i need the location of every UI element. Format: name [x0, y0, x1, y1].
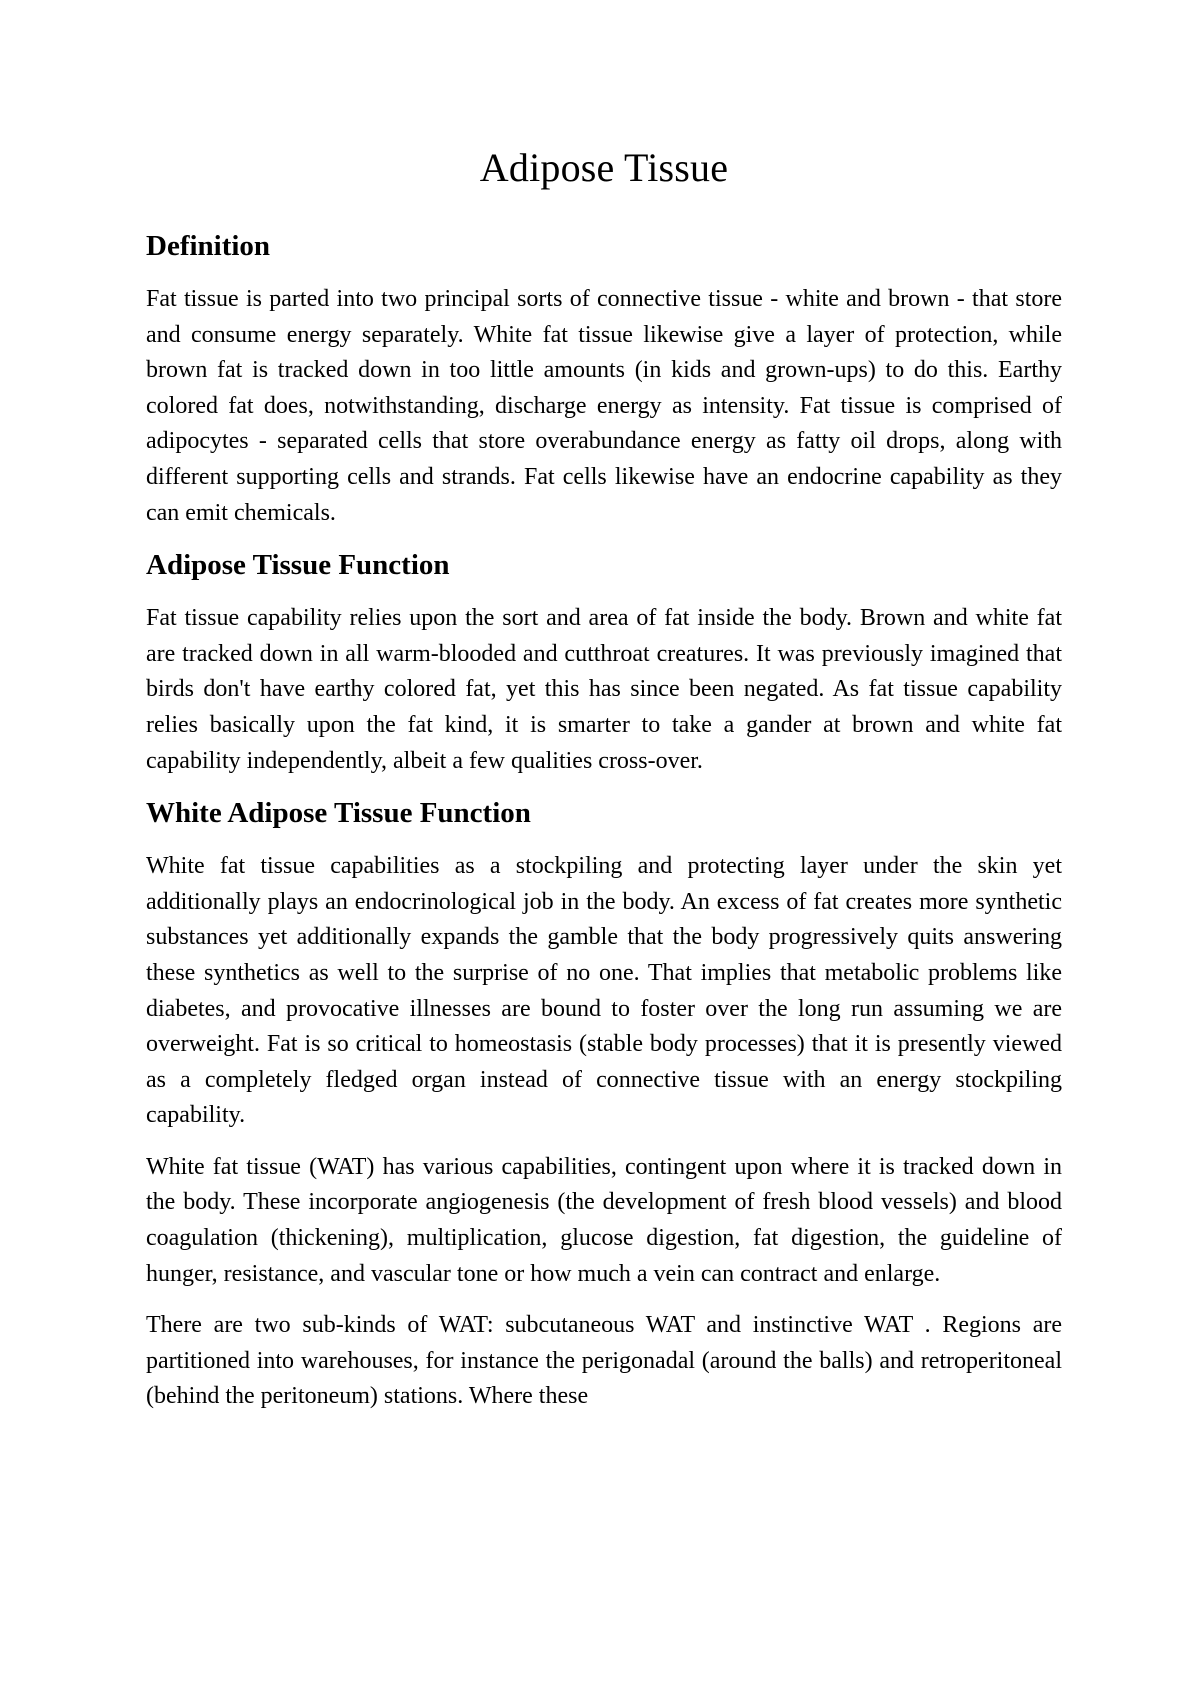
- section-definition: [146, 228, 1062, 531]
- section-white-adipose-tissue-function: [146, 795, 1062, 1415]
- section-adipose-tissue-function: [146, 547, 1062, 779]
- document-page: [146, 140, 1062, 1431]
- section-heading: White Adipose Tissue Function: [146, 797, 531, 830]
- paragraph: Fat tissue is parted into two principal sorts of connective tissue - white and brown - that store and consume energy separately. White fat tissue likewise give a layer of protection, while brown fat is tracked down in too little amounts (in kids and grown-ups) to do this. Earthy colored fat does, notwithstanding, discharge energy as intensity. Fat tissue is comprised of adipocytes - separated cells that store overabundance energy as fatty oil drops, along with different supporting cells and strands. Fat cells likewise have an endocrine capability as they can emit chemicals.: [146, 286, 1062, 526]
- paragraph: Fat tissue capability relies upon the sort and area of fat inside the body. Brown and white fat are tracked down in all warm-blooded and cutthroat creatures. It was previously imagined that birds don't have earthy colored fat, yet this has since been negated. As fat tissue capability relies basically upon the fat kind, it is smarter to take a gander at brown and white fat capability independently, albeit a few qualities cross-over.: [146, 605, 1062, 774]
- paragraph: White fat tissue (WAT) has various capabilities, contingent upon where it is tracked down in the body. These incorporate angiogenesis (the development of fresh blood vessels) and blood coagulation (thickening), multiplication, glucose digestion, fat digestion, the guideline of hunger, resistance, and vascular tone or how much a vein can contract and enlarge.: [146, 1153, 1062, 1287]
- paragraph: There are two sub-kinds of WAT: subcutaneous WAT and instinctive WAT . Regions are partitioned into warehouses, for instance the perigonadal (around the balls) and retroperitoneal (behind the peritoneum) stations. Where these: [146, 1312, 1062, 1410]
- section-heading: Adipose Tissue Function: [146, 549, 450, 582]
- section-heading: Definition: [146, 230, 271, 262]
- paragraph: White fat tissue capabilities as a stockpiling and protecting layer under the skin yet additionally plays an endocrinological job in the body. An excess of fat creates more synthetic substances yet additionally expands the gamble that the body progressively quits answering these synthetics as well to the surprise of no one. That implies that metabolic problems like diabetes, and provocative illnesses are bound to foster over the long run assuming we are overweight. Fat is so critical to homeostasis (stable body processes) that it is presently viewed as a completely fledged organ instead of connective tissue with an energy stockpiling capability.: [146, 853, 1062, 1129]
- page-title: Adipose Tissue: [479, 145, 729, 190]
